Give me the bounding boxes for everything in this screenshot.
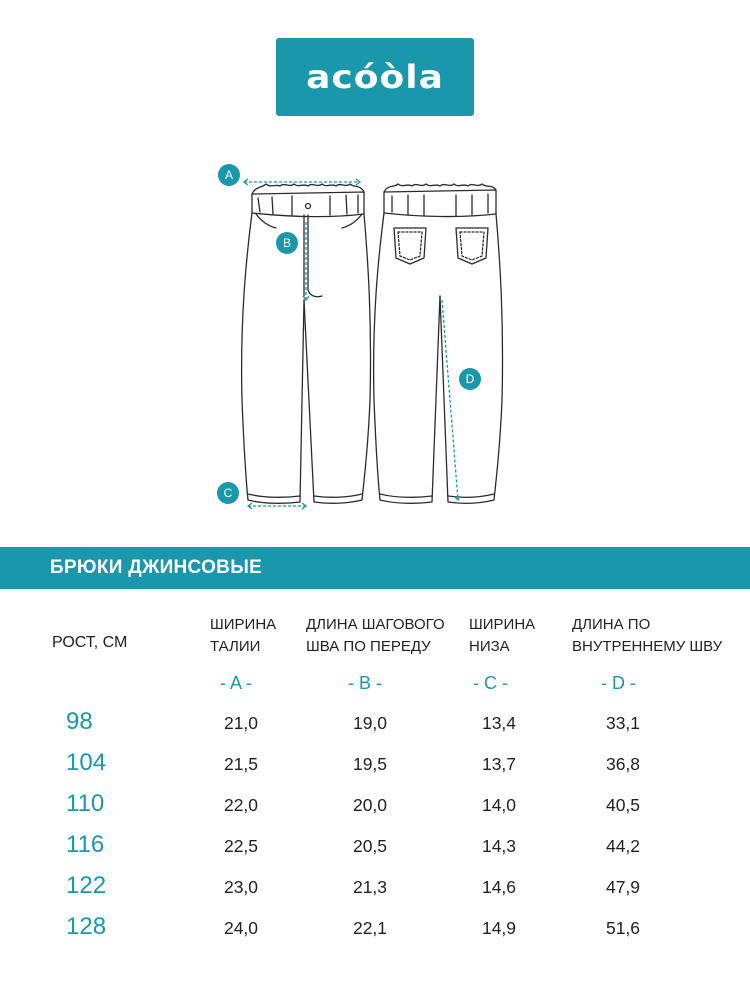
marker-d-label: D [465,372,475,386]
cell-c: 13,4 [481,713,517,733]
marker-a-label: A [224,168,234,182]
col-d-letter: - D - [601,673,636,693]
row-height: 128 [66,913,107,940]
col-a-header [210,614,276,658]
col-b-line2: ШВА ПО ПЕРЕДУ [306,638,431,655]
cell-d: 40,5 [605,795,641,815]
row-height: 122 [66,872,107,899]
product-title: БРЮКИ ДЖИНСОВЫЕ [50,557,263,578]
back-view [374,184,503,503]
row-height: 104 [66,749,107,776]
trousers-diagram [0,150,750,530]
cell-d: 51,6 [605,918,641,938]
col-a-line2: ТАЛИИ [210,638,261,655]
cell-c: 14,3 [481,836,517,856]
col-c-line1: ШИРИНА [469,616,536,633]
col-c-letter: - C - [473,673,508,693]
front-view [242,184,371,503]
col-d-line1: ДЛИНА ПО [572,616,651,633]
title-banner [0,547,750,589]
marker-b-label: B [282,236,292,250]
cell-c: 14,0 [481,795,517,815]
cell-d: 44,2 [605,836,641,856]
col-d-header [572,614,722,658]
height-header: РОСТ, СМ [52,634,128,651]
cell-a: 24,0 [223,918,259,938]
marker-c-label: C [223,486,233,500]
cell-b: 22,1 [352,918,388,938]
row-height: 116 [66,831,105,858]
col-a-line1: ШИРИНА [210,616,277,633]
col-b-header [306,614,445,658]
cell-c: 14,9 [481,918,517,938]
cell-b: 21,3 [352,877,388,897]
cell-a: 22,0 [223,795,259,815]
cell-d: 33,1 [605,713,641,733]
cell-b: 20,0 [352,795,388,815]
cell-a: 21,0 [223,713,259,733]
cell-d: 36,8 [605,754,641,774]
cell-c: 14,6 [481,877,517,897]
row-height: 98 [66,708,93,735]
cell-a: 22,5 [223,836,259,856]
cell-a: 21,5 [223,754,259,774]
brand-logo [276,38,474,116]
logo-text: acóòla [306,58,444,96]
col-d-line2: ВНУТРЕННЕМУ ШВУ [572,638,723,655]
col-b-line1: ДЛИНА ШАГОВОГО [306,616,445,633]
col-a-letter: - A - [220,673,253,693]
cell-a: 23,0 [223,877,259,897]
col-b-letter: - B - [348,673,382,693]
col-c-header [469,614,535,658]
cell-c: 13,7 [481,754,517,774]
cell-b: 20,5 [352,836,388,856]
cell-b: 19,0 [352,713,388,733]
row-height: 110 [66,790,105,817]
col-c-line2: НИЗА [469,638,510,655]
cell-d: 47,9 [605,877,641,897]
cell-b: 19,5 [352,754,388,774]
